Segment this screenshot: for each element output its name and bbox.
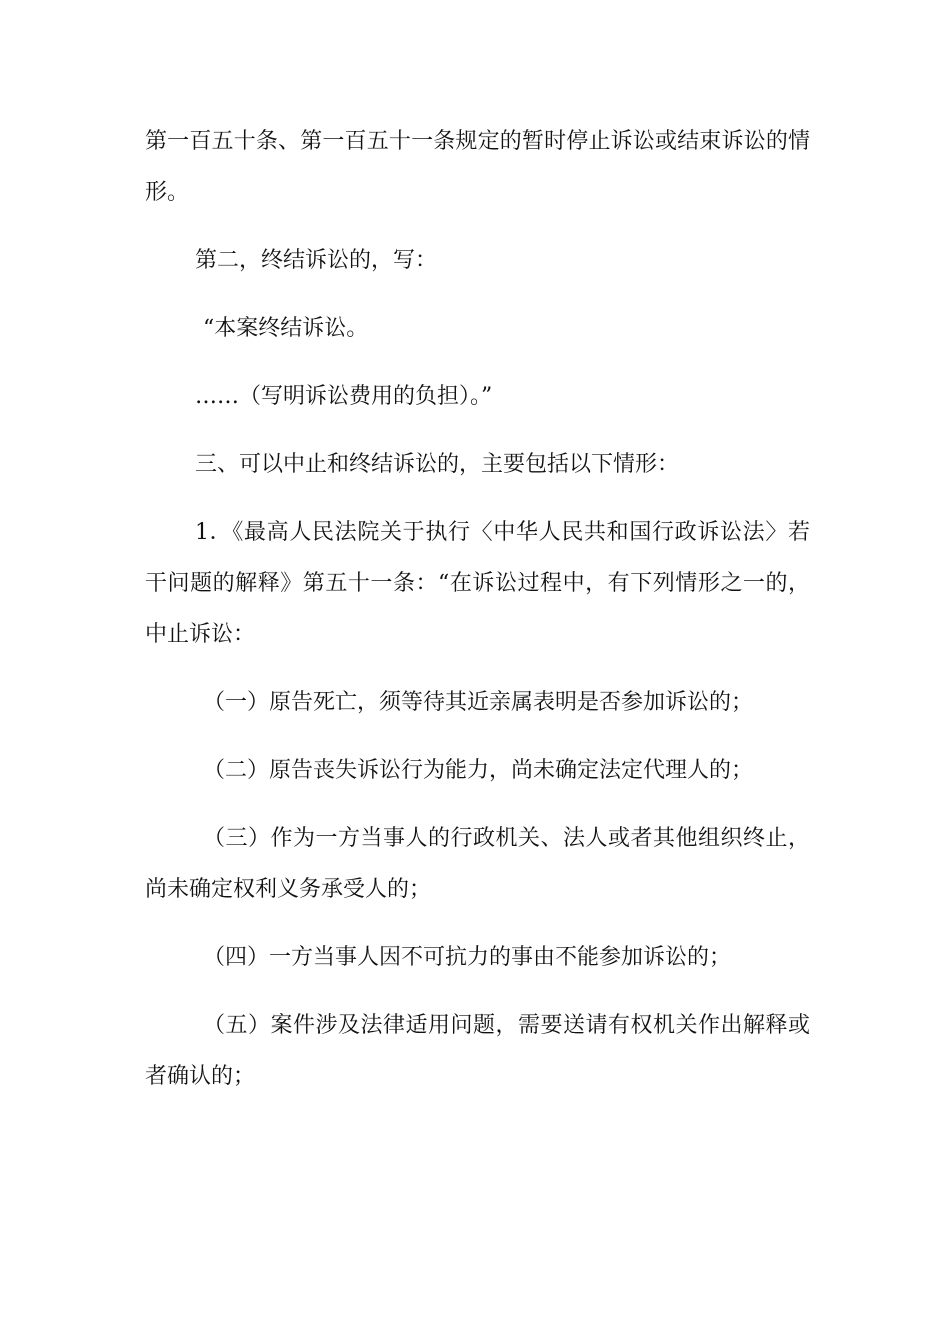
paragraph-termination-heading: 第二，终结诉讼的，写： (195, 248, 438, 273)
document-body (145, 116, 810, 1102)
paragraph-clause-one: （一）原告死亡，须等待其近亲属表明是否参加诉讼的； (203, 690, 754, 715)
paragraph-clause-five: （五）案件涉及法律适用问题，需要送请有权机关作出解释或者确认的； (145, 1013, 810, 1089)
paragraph-clause-two: （二）原告丧失诉讼行为能力，尚未确定法定代理人的； (203, 758, 754, 783)
paragraph-item-one: 1．《最高人民法院关于执行〈中华人民共和国行政诉讼法〉若干问题的解释》第五十一条：“在诉讼过程中，有下列情形之一的，中止诉讼： (145, 520, 810, 647)
paragraph-clause-four: （四）一方当事人因不可抗力的事由不能参加诉讼的； (203, 945, 732, 970)
paragraph-continuation: 第一百五十条、第一百五十一条规定的暂时停止诉讼或结束诉讼的情形。 (145, 129, 810, 205)
paragraph-quote-start: “本案终结诉讼。 (203, 316, 369, 341)
paragraph-quote-end: ……（写明诉讼费用的负担）。” (195, 384, 493, 409)
paragraph-section-three: 三、可以中止和终结诉讼的，主要包括以下情形： (195, 452, 680, 477)
paragraph-clause-three: （三）作为一方当事人的行政机关、法人或者其他组织终止，尚未确定权利义务承受人的； (145, 826, 810, 902)
